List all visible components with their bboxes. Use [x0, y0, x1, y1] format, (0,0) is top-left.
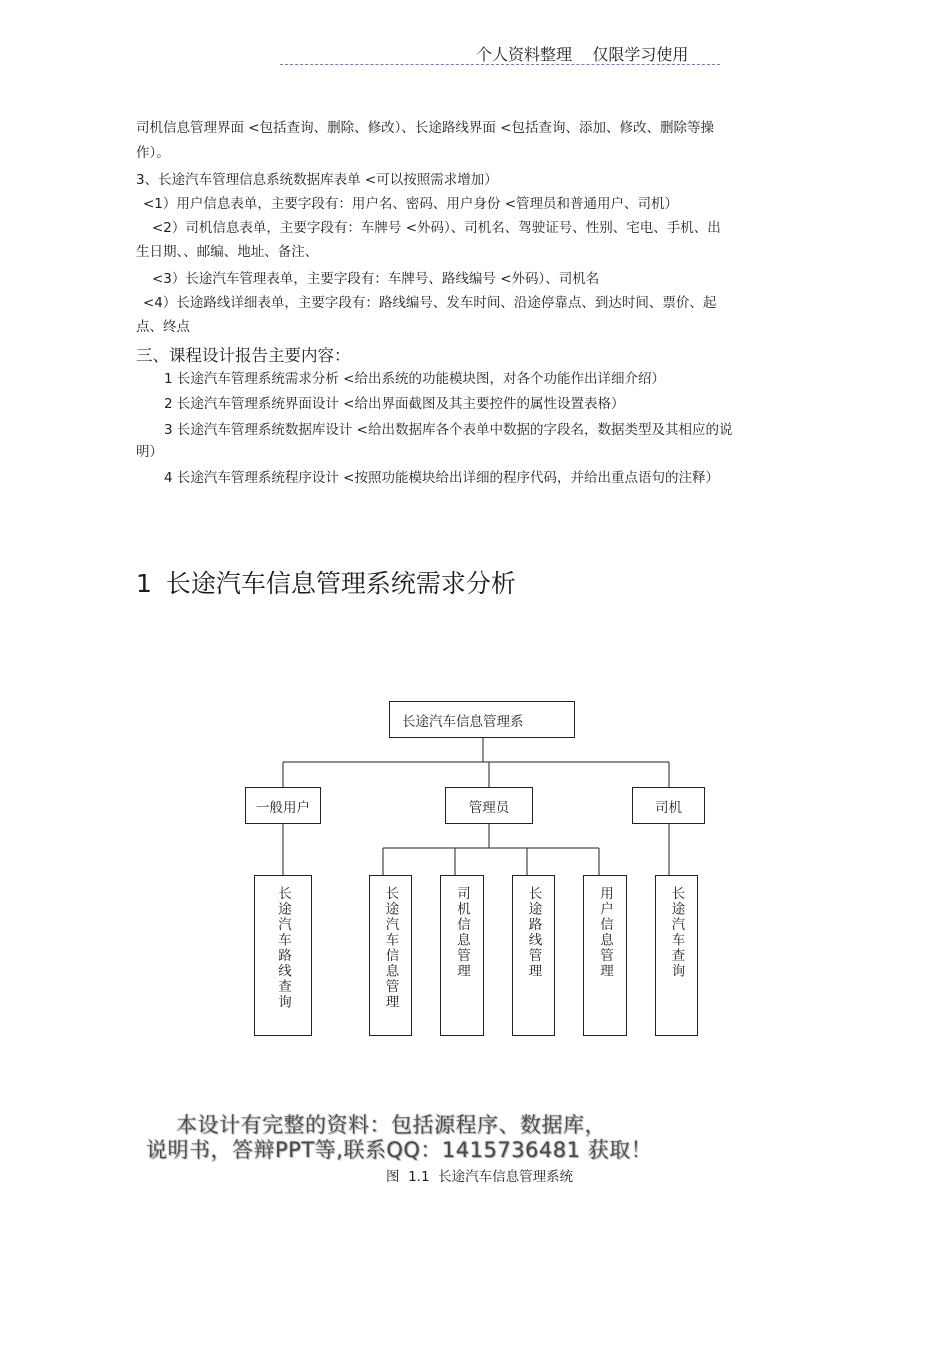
section-3-item: 3 长途汽车管理系统数据库设计 <给出数据库各个表单中数据的字段名，数据类型及其相应的说 [164, 422, 733, 438]
diagram-node-general-user: 一般用户 [245, 787, 321, 824]
watermark-line-1: 本设计有完整的资料：包括源程序、数据库， [176, 1113, 606, 1137]
chapter-number: 1 [136, 569, 152, 598]
body-line: 司机信息管理界面 <包括查询、删除、修改）、长途路线界面 <包括查询、添加、修改、删除等操 [136, 120, 714, 136]
section-3-item: 4 长途汽车管理系统程序设计 <按照功能模块给出详细的程序代码，并给出重点语句的注释） [164, 470, 719, 486]
section-3-item: 1 长途汽车管理系统需求分析 <给出系统的功能模块图，对各个功能作出详细介绍） [164, 371, 665, 387]
figure-caption: 图 1.1 长途汽车信息管理系统 [386, 1169, 574, 1185]
leaf-label: 司机信息管理 [454, 886, 470, 979]
diagram-node-admin: 管理员 [445, 787, 533, 824]
leaf-label: 长途汽车查询 [668, 886, 685, 979]
diagram-leaf-route-query [254, 875, 312, 1036]
body-line: <3）长途汽车管理表单，主要字段有：车牌号、路线编号 <外码）、司机名 [152, 271, 600, 287]
section-3-title: 三、课程设计报告主要内容： [136, 346, 351, 365]
diagram-node-driver: 司机 [632, 787, 705, 824]
body-line: <2）司机信息表单，主要字段有：车牌号 <外码）、司机名、驾驶证号、性别、宅电、手机、出 [152, 220, 721, 236]
diagram-root-node [389, 701, 575, 738]
body-line: 生日期、、邮编、地址、备注、 [136, 244, 319, 260]
header-text: 个人资料整理 仅限学习使用 [476, 45, 689, 64]
diagram-leaf-user-info-management [583, 875, 627, 1036]
diagram-root-label: 长途汽车信息管理系 [402, 714, 524, 730]
watermark-line-2: 说明书，答辩PPT等,联系QQ：1415736481 获取！ [146, 1138, 653, 1162]
diagram-leaf-bus-info-management [369, 875, 412, 1036]
section-3-item: 明） [136, 444, 163, 460]
section-3-item: 2 长途汽车管理系统界面设计 <给出界面截图及其主要控件的属性设置表格） [164, 396, 625, 412]
leaf-label: 长途路线管理 [525, 886, 542, 979]
body-line: <4）长途路线详细表单，主要字段有：路线编号、发车时间、沿途停靠点、到达时间、票价、起 [143, 295, 717, 311]
body-line: 点、终点 [136, 319, 190, 335]
chapter-title: 长途汽车信息管理系统需求分析 [165, 569, 516, 598]
body-line: 作）。 [136, 145, 170, 161]
diagram-leaf-bus-query [655, 875, 698, 1036]
leaf-label: 长途汽车路线查询 [275, 886, 291, 1010]
leaf-label: 长途汽车信息管理 [382, 886, 399, 1010]
leaf-label: 用户信息管理 [597, 886, 613, 979]
diagram-leaf-route-management [512, 875, 555, 1036]
diagram-leaf-driver-info-management [440, 875, 484, 1036]
body-line: <1）用户信息表单，主要字段有：用户名、密码、用户身份 <管理员和普通用户、司机） [143, 196, 679, 212]
body-line: 3、长途汽车管理信息系统数据库表单 <可以按照需求增加） [136, 172, 498, 188]
